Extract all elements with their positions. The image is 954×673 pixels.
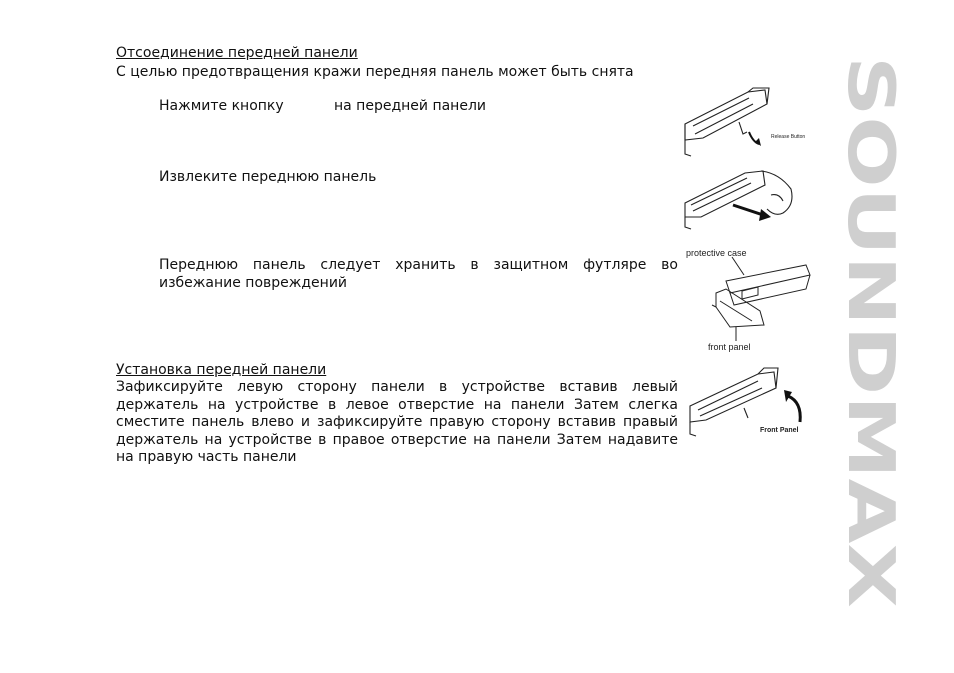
step-2-text: Извлеките переднюю панель (159, 169, 377, 185)
install-text: Зафиксируйте левую сторону панели в устройстве вставив левый держатель на устройстве в левое отверстие на панели Затем слегка сместите панель влево и зафиксируйте правую сторону вставив правый держатель на устройстве в правое отверстие на панели Затем надавите на правую часть панели (116, 379, 678, 465)
release-button-illustration (683, 86, 818, 161)
section-heading-install: Установка передней панели (116, 362, 327, 378)
step-1-text-b: на передней панели (334, 98, 486, 114)
step-1-text-a: Нажмите кнопку (159, 98, 284, 114)
remove-panel-illustration (683, 165, 818, 233)
section-heading-detach: Отсоединение передней панели (116, 45, 358, 61)
figure-protective-case (686, 245, 816, 357)
brand-logo-text: SOUNDMAX (833, 56, 907, 478)
front-panel-label-2: Front Panel (760, 427, 799, 434)
protective-case-label: protective case (686, 248, 747, 258)
attach-panel-illustration (688, 366, 818, 441)
protective-case-illustration (686, 245, 816, 357)
figure-release-button (683, 86, 818, 161)
step-3-text: Переднюю панель следует хранить в защитном футляре во избежание повреждений (159, 257, 678, 291)
figure-attach-panel (688, 366, 818, 441)
intro-text: С целью предотвращения кражи передняя панель может быть снята (116, 64, 634, 80)
brand-logo (833, 56, 907, 611)
front-panel-label: front panel (708, 342, 751, 352)
soundmax-logo-svg (833, 56, 907, 611)
release-button-label: Release Button (771, 134, 806, 140)
figure-remove-panel (683, 165, 818, 233)
